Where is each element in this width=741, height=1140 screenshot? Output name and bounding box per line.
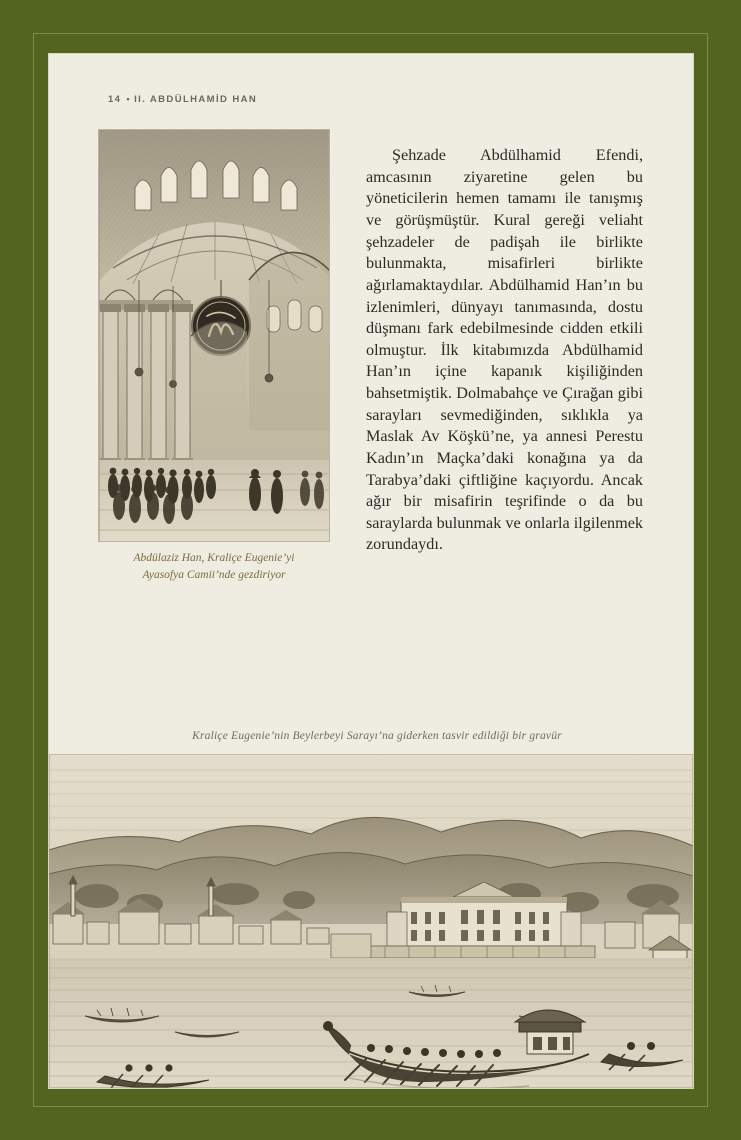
running-head-separator: • [126, 94, 132, 105]
figure-left-caption-line2: Ayasofya Camii’nde gezdiriyor [142, 569, 286, 582]
figure-left-caption [98, 550, 330, 585]
body-paragraph: Şehzade Abdülhamid Efendi, amcasının ziyaretine gelen bu yöneticilerin hemen tamamı ile tanışmış ve görüşmüştür. Kural gereği veliaht şehzadeler de padişah ile birlikte bulunmakta, misafirleri birlikte ağırlamaktaydılar. Abdülhamid Han’ın bu izlenimleri, dünyayı tanımasında, dostu düşmanı fark edebilmesinde cidden etkili olmuştur. İlk kitabımızda Abdülhamid Han’ın içine kapanık kişiliğinden bahsetmiştik. Dolmabahçe ve Çırağan gibi sarayları sevmediğinden, sıklıkla ya Maslak Av Köşkü’ne, ya annesi Perestu Kadın’ın Maçka’daki konağına ya da Tarabya’daki çiftliğine kaçıyordu. Ancak ağır bir misafirin teşrifinde o da bu saraylarda bulunmak ve onlarla ilgilenmek zorundaydı. [366, 146, 643, 554]
figure-left [98, 129, 330, 585]
beylerbeyi-sarayi-engraving [49, 754, 693, 1088]
figure-wide-caption: Kraliçe Eugenie’nin Beylerbeyi Sarayı’na giderken tasvir edildiği bir gravür [192, 730, 562, 742]
abdulaziz-han-ayasofya-engraving [98, 129, 330, 542]
figure-left-caption-line1: Abdülaziz Han, Kraliçe Eugenie’yi [133, 552, 295, 564]
running-head-title: II. ABDÜLHAMİD HAN [134, 94, 258, 105]
page-number: 14 [108, 94, 122, 105]
book-page [49, 54, 693, 1088]
running-head [108, 94, 257, 105]
